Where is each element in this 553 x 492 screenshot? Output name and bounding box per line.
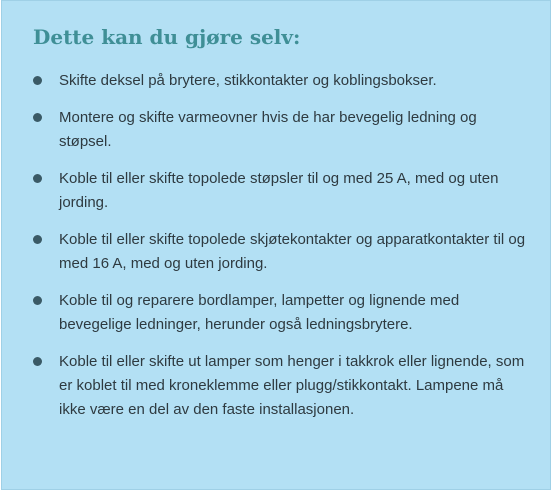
info-panel: [1, 0, 551, 490]
list-item-text: Koble til eller skifte topolede støpsler til og med 25 A, med og uten jording.: [59, 170, 499, 211]
list-item-text: Koble til og reparere bordlamper, lampetter og lignende med bevegelige ledninger, herunder også ledningsbrytere.: [59, 292, 460, 333]
list-item-text: Koble til eller skifte topolede skjøtekontakter og apparatkontakter til og med 16 A, med og uten jording.: [59, 231, 526, 272]
bullet-icon: [33, 174, 42, 183]
list-item: [32, 106, 532, 154]
list-item-text: Montere og skifte varmeovner hvis de har bevegelig ledning og støpsel.: [59, 109, 477, 150]
bullet-icon: [33, 235, 42, 244]
list-item: [32, 167, 532, 215]
bullet-icon: [33, 296, 42, 305]
bullet-icon: [33, 113, 42, 122]
list-item-text: Skifte deksel på brytere, stikkontakter og koblingsbokser.: [59, 72, 437, 89]
list-item: [32, 289, 532, 337]
list-item-text: Koble til eller skifte ut lamper som henger i takkrok eller lignende, som er koblet til med kroneklemme eller plugg/stikkontakt. Lampene må ikke være en del av den faste installasjonen.: [59, 353, 525, 418]
panel-title: Dette kan du gjøre selv:: [33, 25, 301, 49]
bullet-icon: [33, 357, 42, 366]
bullet-icon: [33, 76, 42, 85]
list-item: [32, 350, 532, 422]
list-item: [32, 69, 532, 93]
task-list: [32, 69, 532, 435]
list-item: [32, 228, 532, 276]
